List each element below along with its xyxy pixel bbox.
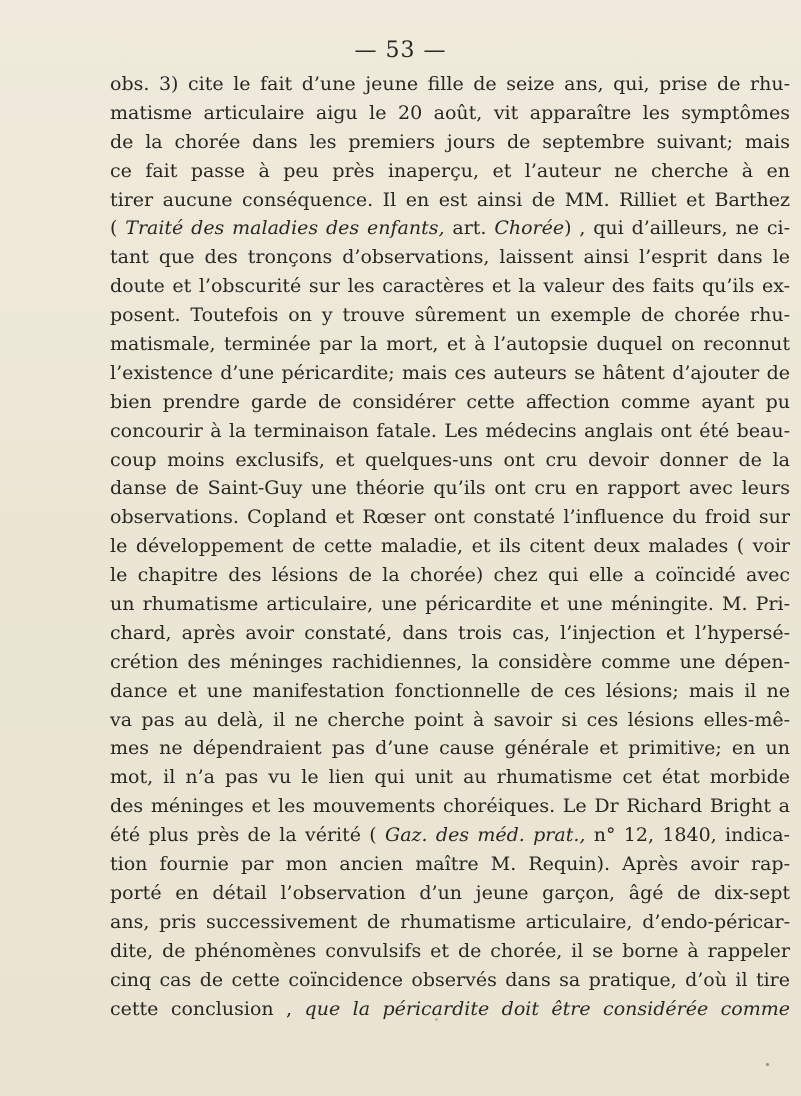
text-line: [110, 734, 790, 763]
text-segment: ans, pris successivement de rhumatisme articulaire, d’endo-péricar-: [110, 910, 790, 933]
text-segment: ce fait passe à peu près inaperçu, et l’auteur ne cherche à en: [110, 159, 790, 182]
text-line: [110, 330, 790, 359]
text-segment: des méninges et les mouvements choréiques. Le Dr Richard Bright a: [110, 795, 790, 818]
text-segment: coup moins exclusifs, et quelques-uns ont cru devoir donner de la: [110, 448, 790, 471]
text-line: [110, 474, 790, 503]
text-line: [110, 763, 790, 792]
text-line: [110, 706, 790, 735]
text-segment: un rhumatisme articulaire, une péricardite et une méningite. M. Pri-: [110, 593, 790, 616]
text-segment: mot, il n’a pas vu le lien qui unit au rhumatisme cet état morbide: [110, 766, 790, 789]
text-line: [110, 99, 790, 128]
text-line: [110, 272, 790, 301]
text-line: [110, 995, 790, 1024]
text-line: [110, 186, 790, 215]
text-segment: tirer aucune conséquence. Il en est ainsi de MM. Rilliet et Barthez: [110, 188, 790, 211]
text-line: [110, 417, 790, 446]
text-line: [110, 821, 790, 850]
text-segment: de la chorée dans les premiers jours de septembre suivant; mais: [110, 130, 790, 153]
text-line: [110, 214, 790, 243]
text-segment: chard, après avoir constaté, dans trois cas, l’injection et l’hypersé-: [110, 621, 790, 644]
text-segment: (: [110, 217, 126, 240]
text-segment: danse de Saint-Guy une théorie qu’ils ont cru en rapport avec leurs: [110, 477, 790, 500]
text-line: [110, 446, 790, 475]
text-segment: tion fournie par mon ancien maître M. Requin). Après avoir rap-: [110, 853, 790, 876]
text-segment: l’existence d’une péricardite; mais ces auteurs se hâtent d’ajouter de: [110, 361, 790, 384]
text-line: [110, 359, 790, 388]
text-segment: va pas au delà, il ne cherche point à savoir si ces lésions elles-mê-: [110, 708, 790, 731]
text-segment: crétion des méninges rachidiennes, la considère comme une dépen-: [110, 650, 790, 673]
text-segment: cinq cas de cette coïncidence observés dans sa pratique, d’où il tire: [110, 968, 790, 991]
italic-segment: Gaz. des méd. prat.,: [385, 824, 586, 847]
text-segment: ) , qui d’ailleurs, ne ci-: [564, 217, 791, 240]
page-number: — 53 —: [354, 38, 447, 63]
italic-segment: que la péricardite doit être considérée comme: [304, 997, 790, 1020]
text-line: [110, 677, 790, 706]
italic-segment: Traité des maladies des enfants,: [125, 217, 445, 240]
text-segment: porté en détail l’observation d’un jeune garçon, âgé de dix-sept: [110, 881, 790, 904]
text-segment: matismale, terminée par la mort, et à l’autopsie duquel on reconnut: [110, 333, 790, 356]
text-line: [110, 503, 790, 532]
text-line: [110, 70, 790, 99]
text-segment: le chapitre des lésions de la chorée) chez qui elle a coïncidé avec: [110, 564, 790, 587]
text-line: [110, 648, 790, 677]
text-segment: art.: [444, 217, 495, 240]
text-line: [110, 128, 790, 157]
text-line: [110, 301, 790, 330]
text-segment: concourir à la terminaison fatale. Les médecins anglais ont été beau-: [110, 419, 790, 442]
text-segment: le développement de cette maladie, et ils citent deux malades ( voir: [110, 535, 790, 558]
text-segment: dite, de phénomènes convulsifs et de chorée, il se borne à rappeler: [110, 939, 790, 962]
text-segment: posent. Toutefois on y trouve sûrement un exemple de chorée rhu-: [110, 304, 790, 327]
text-segment: observations. Copland et Rœser ont constaté l’influence du froid sur: [110, 506, 790, 529]
text-line: [110, 590, 790, 619]
text-line: [110, 243, 790, 272]
text-line: [110, 157, 790, 186]
text-segment: mes ne dépendraient pas d’une cause générale et primitive; en un: [110, 737, 790, 760]
text-line: [110, 561, 790, 590]
text-segment: obs. 3) cite le fait d’une jeune fille de seize ans, qui, prise de rhu-: [110, 73, 790, 95]
text-segment: doute et l’obscurité sur les caractères et la valeur des faits qu’ils ex-: [110, 275, 790, 298]
text-segment: n° 12, 1840, indica-: [585, 824, 790, 847]
text-line: [110, 388, 790, 417]
text-line: [110, 619, 790, 648]
text-line: [110, 908, 790, 937]
italic-segment: Chorée: [494, 217, 565, 240]
text-segment: dance et une manifestation fonctionnelle de ces lésions; mais il ne: [110, 679, 790, 702]
text-segment: tant que des tronçons d’observations, laissent ainsi l’esprit dans le: [110, 246, 790, 269]
text-segment: bien prendre garde de considérer cette affection comme ayant pu: [110, 390, 790, 413]
text-line: [110, 879, 790, 908]
paper-speck: [766, 1063, 769, 1066]
text-line: [110, 966, 790, 995]
text-segment: été plus près de la vérité (: [110, 824, 386, 847]
body-text: [110, 70, 790, 1023]
paper-speck: [435, 1018, 438, 1021]
text-segment: matisme articulaire aigu le 20 août, vit apparaître les symptômes: [110, 101, 790, 124]
text-line: [110, 850, 790, 879]
text-segment: cette conclusion ,: [110, 997, 305, 1020]
text-line: [110, 937, 790, 966]
text-line: [110, 792, 790, 821]
text-line: [110, 532, 790, 561]
